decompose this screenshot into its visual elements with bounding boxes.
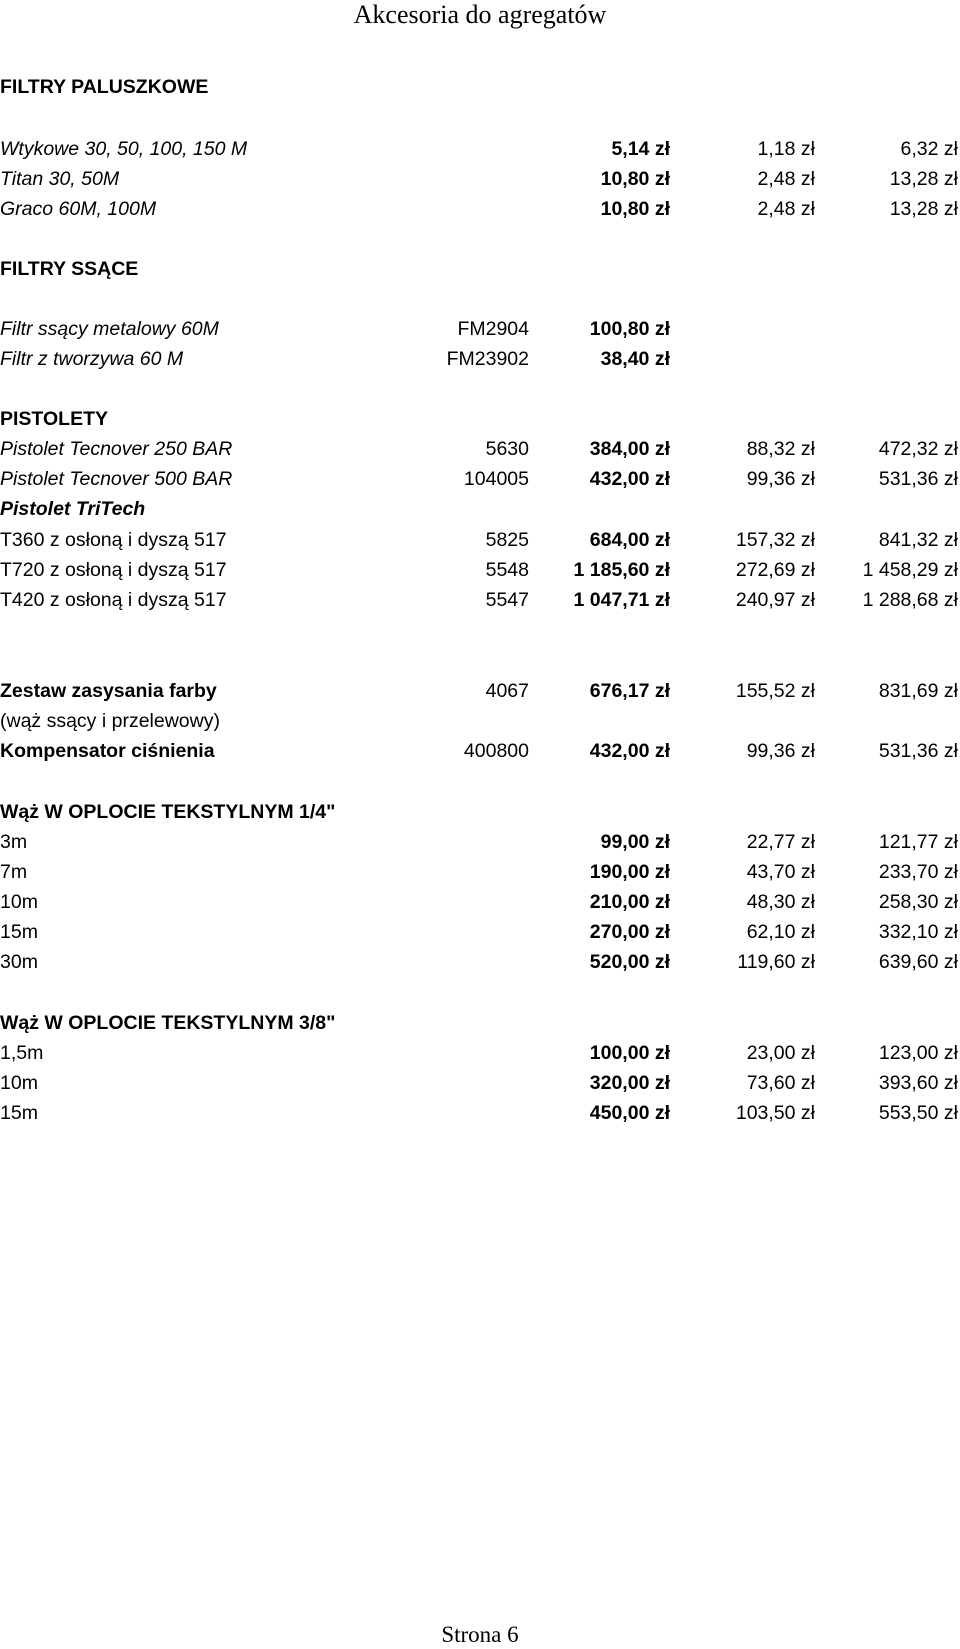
price-net: 38,40 zł: [600, 348, 670, 370]
price-net: 210,00 zł: [589, 891, 670, 913]
price-net: 676,17 zł: [589, 680, 670, 702]
price-gross: 121,77 zł: [878, 831, 958, 853]
table-row: [0, 464, 960, 495]
price-gross: 841,32 zł: [878, 529, 958, 551]
price-gross: 13,28 zł: [889, 198, 958, 220]
item-code: 4067: [485, 680, 529, 702]
item-name: T720 z osłoną i dyszą 517: [0, 559, 227, 581]
table-row: [0, 1068, 960, 1099]
price-vat: 73,60 zł: [746, 1072, 815, 1094]
item-name: (wąż ssący i przelewowy): [0, 710, 220, 732]
price-net: 520,00 zł: [589, 951, 670, 973]
price-vat: 103,50 zł: [735, 1102, 815, 1124]
price-net: 5,14 zł: [611, 138, 670, 160]
price-gross: 6,32 zł: [900, 138, 958, 160]
section-heading: [0, 797, 960, 828]
table-row: [0, 164, 960, 195]
table-row: [0, 134, 960, 165]
section-heading: [0, 72, 960, 103]
table-row: [0, 434, 960, 465]
page-title: Akcesoria do agregatów: [353, 0, 607, 29]
page-footer: Strona 6: [441, 1622, 519, 1647]
table-row: [0, 344, 960, 375]
price-gross: 258,30 zł: [878, 891, 958, 913]
price-vat: 155,52 zł: [735, 680, 815, 702]
table-row: [0, 585, 960, 616]
table-row: [0, 194, 960, 225]
item-name: PISTOLETY: [0, 408, 108, 430]
item-name: T420 z osłoną i dyszą 517: [0, 589, 227, 611]
price-gross: 639,60 zł: [878, 951, 958, 973]
price-net: 320,00 zł: [589, 1072, 670, 1094]
price-vat: 99,36 zł: [746, 740, 815, 762]
item-name: 7m: [0, 861, 28, 883]
price-gross: 332,10 zł: [878, 921, 958, 943]
price-vat: 240,97 zł: [735, 589, 815, 611]
price-vat: 22,77 zł: [746, 831, 815, 853]
price-net: 432,00 zł: [589, 468, 670, 490]
price-vat: 43,70 zł: [746, 861, 815, 883]
item-name: 15m: [0, 1102, 38, 1124]
price-vat: 1,18 zł: [757, 138, 815, 160]
item-code: FM2904: [457, 318, 529, 340]
item-code: 104005: [463, 468, 529, 490]
item-name: FILTRY PALUSZKOWE: [0, 76, 209, 98]
table-row: [0, 736, 960, 767]
item-name: Wąż W OPLOCIE TEKSTYLNYM 1/4": [0, 801, 336, 823]
price-gross: 831,69 zł: [878, 680, 958, 702]
section-heading: [0, 254, 960, 285]
section-heading: [0, 404, 960, 435]
item-name: Wąż W OPLOCIE TEKSTYLNYM 3/8": [0, 1012, 336, 1034]
price-vat: 88,32 zł: [746, 438, 815, 460]
price-net: 190,00 zł: [589, 861, 670, 883]
price-net: 450,00 zł: [589, 1102, 670, 1124]
price-gross: 531,36 zł: [878, 468, 958, 490]
table-row: [0, 494, 960, 525]
item-name: Pistolet Tecnover 500 BAR: [0, 468, 233, 490]
table-row: [0, 1038, 960, 1069]
table-row: [0, 1098, 960, 1129]
price-net: 684,00 zł: [589, 529, 670, 551]
table-row: [0, 947, 960, 978]
item-name: 1,5m: [0, 1042, 44, 1064]
table-row: [0, 887, 960, 918]
price-vat: 62,10 zł: [746, 921, 815, 943]
item-name: FILTRY SSĄCE: [0, 258, 139, 280]
item-name: Pistolet TriTech: [0, 498, 146, 520]
item-name: 10m: [0, 1072, 38, 1094]
price-net: 1 047,71 zł: [573, 589, 670, 611]
item-name: 10m: [0, 891, 38, 913]
price-net: 99,00 zł: [600, 831, 670, 853]
price-gross: 233,70 zł: [878, 861, 958, 883]
item-code: 5825: [485, 529, 529, 551]
price-vat: 2,48 zł: [757, 168, 815, 190]
table-row: [0, 917, 960, 948]
item-name: T360 z osłoną i dyszą 517: [0, 529, 227, 551]
price-vat: 157,32 zł: [735, 529, 815, 551]
table-row: [0, 555, 960, 586]
price-vat: 272,69 zł: [735, 559, 815, 581]
item-code: 400800: [463, 740, 529, 762]
item-name: Titan 30, 50M: [0, 168, 120, 190]
item-name: 3m: [0, 831, 28, 853]
price-net: 100,80 zł: [589, 318, 670, 340]
item-name: Filtr z tworzywa 60 M: [0, 348, 184, 370]
item-code: 5547: [485, 589, 529, 611]
item-name: Filtr ssący metalowy 60M: [0, 318, 219, 340]
price-gross: 393,60 zł: [878, 1072, 958, 1094]
item-code: FM23902: [446, 348, 529, 370]
price-gross: 123,00 zł: [878, 1042, 958, 1064]
item-name: Kompensator ciśnienia: [0, 740, 215, 762]
item-name: Graco 60M, 100M: [0, 198, 157, 220]
price-gross: 472,32 zł: [878, 438, 958, 460]
price-net: 100,00 zł: [589, 1042, 670, 1064]
price-vat: 23,00 zł: [746, 1042, 815, 1064]
table-row: [0, 857, 960, 888]
price-gross: 553,50 zł: [878, 1102, 958, 1124]
item-name: Wtykowe 30, 50, 100, 150 M: [0, 138, 248, 160]
price-gross: 1 288,68 zł: [862, 589, 958, 611]
price-gross: 13,28 zł: [889, 168, 958, 190]
price-net: 1 185,60 zł: [573, 559, 670, 581]
table-row: [0, 314, 960, 345]
item-code: 5548: [485, 559, 529, 581]
table-row: [0, 827, 960, 858]
price-net: 432,00 zł: [589, 740, 670, 762]
section-heading: [0, 1008, 960, 1039]
price-net: 10,80 zł: [600, 198, 670, 220]
table-row: [0, 676, 960, 707]
table-row: [0, 706, 960, 737]
item-code: 5630: [485, 438, 529, 460]
price-gross: 1 458,29 zł: [862, 559, 958, 581]
price-net: 10,80 zł: [600, 168, 670, 190]
item-name: Pistolet Tecnover 250 BAR: [0, 438, 233, 460]
price-vat: 48,30 zł: [746, 891, 815, 913]
price-gross: 531,36 zł: [878, 740, 958, 762]
price-vat: 2,48 zł: [757, 198, 815, 220]
price-vat: 119,60 zł: [737, 951, 815, 973]
item-name: Zestaw zasysania farby: [0, 680, 217, 702]
item-name: 30m: [0, 951, 38, 973]
table-row: [0, 525, 960, 556]
price-net: 270,00 zł: [589, 921, 670, 943]
price-net: 384,00 zł: [589, 438, 670, 460]
price-vat: 99,36 zł: [746, 468, 815, 490]
item-name: 15m: [0, 921, 38, 943]
